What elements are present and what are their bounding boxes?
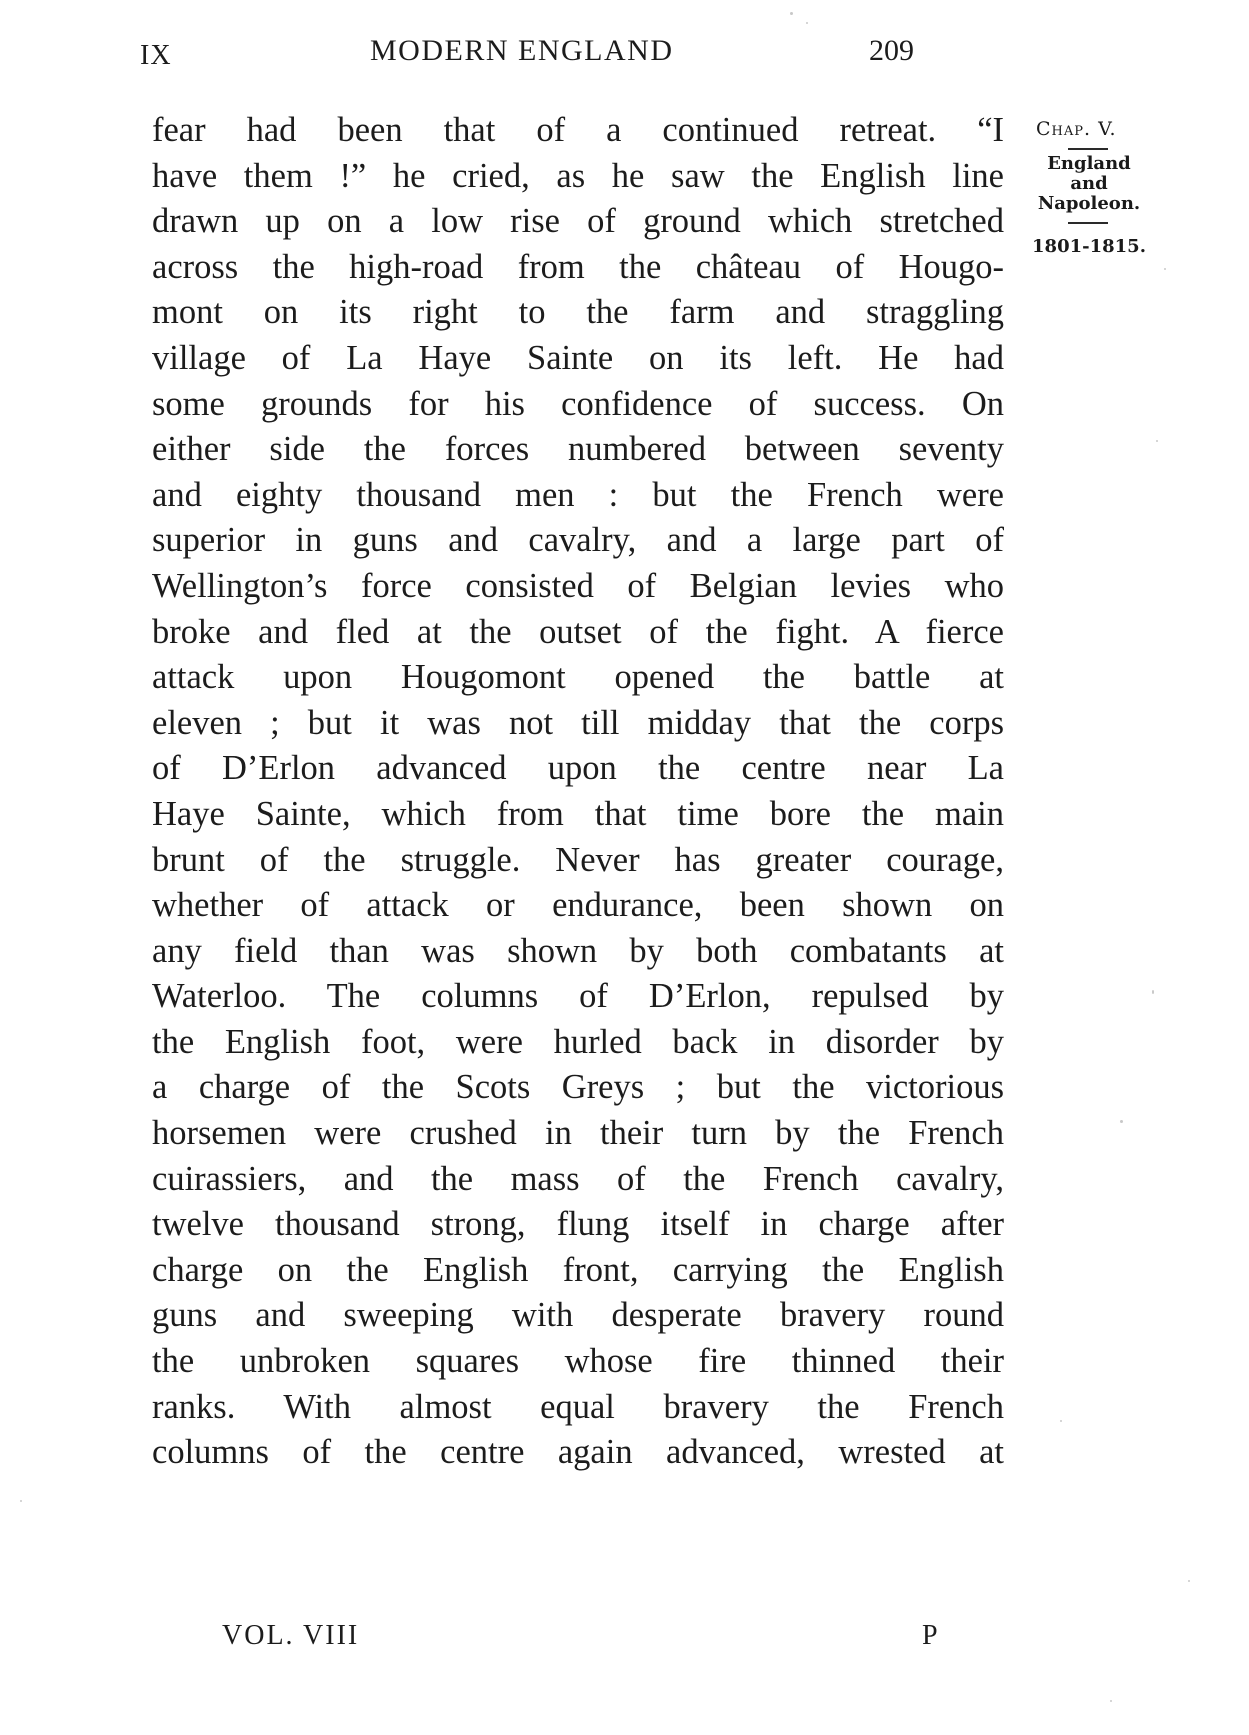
chapter-numeral: IX [140,40,172,71]
text-line: Haye Sainte, which from that time bore the main [152,794,1004,833]
scan-speckle [806,22,808,24]
margin-topic [1024,154,1154,214]
margin-topic-line: England [1047,153,1131,174]
page-footer [222,1620,952,1670]
text-line: charge on the English front, carrying the English [152,1250,1004,1289]
text-line: attack upon Hougomont opened the battle at [152,658,1004,697]
margin-chapter: Chap. V. [1036,118,1117,140]
text-line: whether of attack or endurance, been shown on [152,886,1004,925]
scan-speckle [1152,990,1154,994]
text-line: superior in guns and cavalry, and a large part of [152,521,1004,560]
text-line: either side the forces numbered between seventy [152,430,1004,469]
margin-topic-line: and [1070,173,1108,194]
margin-topic-line: Napoleon. [1037,193,1141,214]
page-number: 209 [869,34,914,67]
text-line: mont on its right to the farm and straggling [152,293,1004,332]
margin-rule [1068,148,1108,150]
text-line: fear had been that of a continued retreat. “I [152,111,1004,149]
text-line: of D’Erlon advanced upon the centre near La [152,749,1004,788]
scan-speckle [1156,440,1158,442]
margin-note [1024,118,1154,257]
text-line: the English foot, were hurled back in disorder by [152,1022,1004,1061]
text-line: columns of the centre again advanced, wrested at [152,1433,1004,1472]
text-line: the unbroken squares whose fire thinned their [152,1342,1004,1381]
scan-speckle [790,12,793,15]
text-line: village of La Haye Sainte on its left. He had [152,338,1004,377]
text-line: cuirassiers, and the mass of the French cavalry, [152,1159,1004,1198]
text-line: drawn up on a low rise of ground which stretched [152,202,1004,241]
margin-rule [1068,222,1108,224]
text-line: twelve thousand strong, flung itself in charge after [152,1205,1004,1244]
text-line: and eighty thousand men : but the French were [152,475,1004,514]
text-line: ranks. With almost equal bravery the French [152,1387,1004,1426]
text-line: horsemen were crushed in their turn by the French [152,1114,1004,1153]
text-line: broke and fled at the outset of the fight. A fierce [152,612,1004,651]
text-line: some grounds for his confidence of success. On [152,384,1004,423]
scan-speckle [1188,1580,1190,1582]
text-line: have them !” he cried, as he saw the English line [152,156,1004,195]
scan-speckle [1164,268,1166,270]
text-line: guns and sweeping with desperate bravery round [152,1296,1004,1335]
scan-speckle [1110,1700,1112,1702]
running-head [140,26,920,86]
running-title: MODERN ENGLAND [370,34,674,67]
volume-label: VOL. VIII [222,1620,360,1651]
text-line: brunt of the struggle. Never has greater courage, [152,840,1004,879]
text-line: Wellington’s force consisted of Belgian levies who [152,566,1004,605]
text-line: eleven ; but it was not till midday that the corps [152,703,1004,742]
text-line: a charge of the Scots Greys ; but the victorious [152,1068,1004,1107]
text-line: across the high-road from the château of Hougo- [152,247,1004,286]
margin-dates: 1801-1815. [1032,236,1146,257]
body-text [152,108,1004,1476]
scan-speckle [1120,1120,1123,1123]
scan-speckle [1060,1420,1062,1422]
text-line: any field than was shown by both combatants at [152,931,1004,970]
scan-speckle [20,1500,22,1502]
signature-mark: P [922,1620,938,1651]
text-line: Waterloo. The columns of D’Erlon, repulsed by [152,977,1004,1016]
